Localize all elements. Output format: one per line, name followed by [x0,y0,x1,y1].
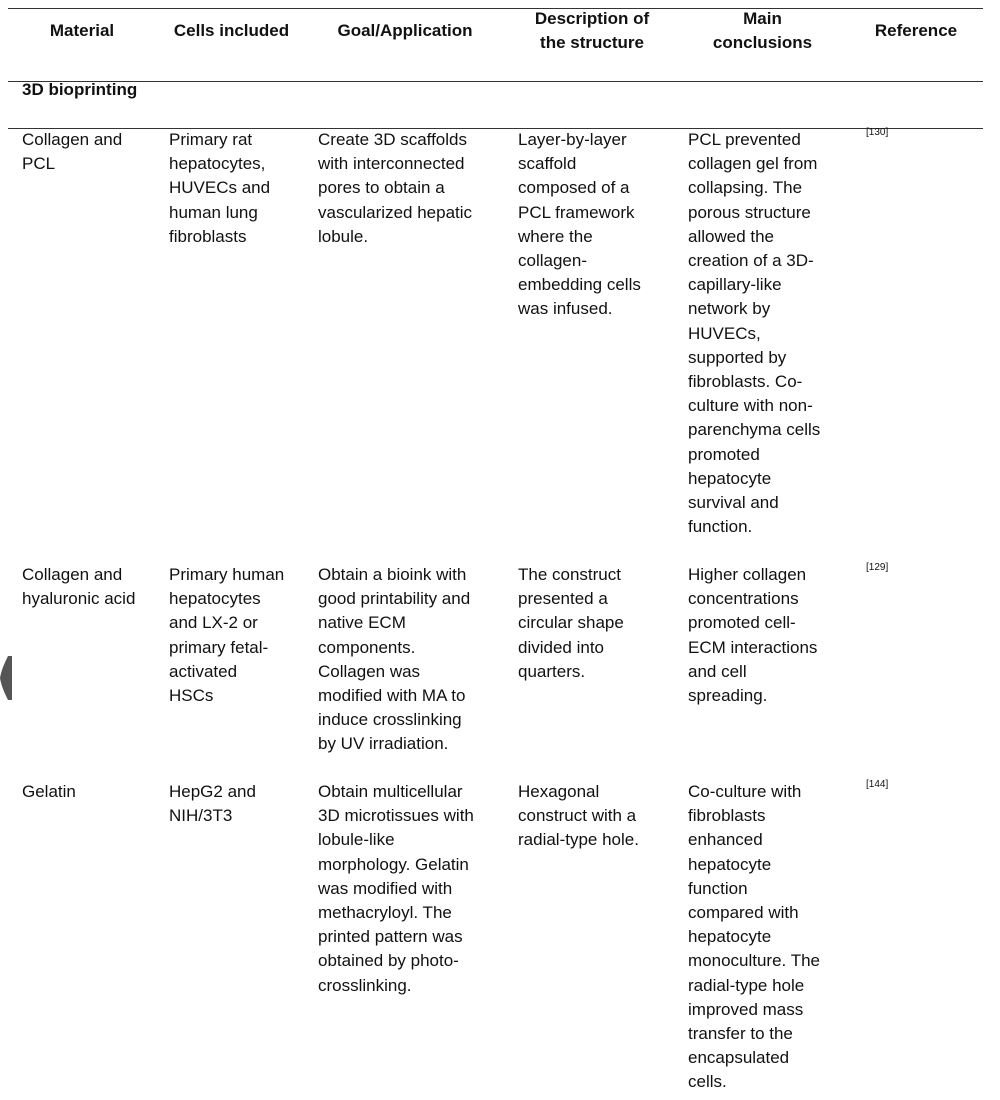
header-reference: Reference [874,21,958,40]
cell-cells-included: HepG2 and NIH/3T3 [169,782,256,826]
cell-description: Hexagonal construct with a radial-type hole. [518,782,639,850]
cell-goal: Create 3D scaffolds with interconnected pores to obtain a vascularized hepatic lobule. [318,130,473,246]
header-main-conclusions: Main conclusions [712,9,813,52]
cell-material: Collagen and hyaluronic acid [22,565,136,609]
cell-reference: [130] [866,127,889,138]
cell-reference: [129] [866,562,889,573]
header-material: Material [49,21,115,40]
cell-description: The construct presented a circular shape divided into quarters. [518,565,624,681]
cell-reference: [144] [866,779,889,790]
cell-material: Gelatin [22,782,76,801]
cell-goal: Obtain a bioink with good printability and native ECM components. Collagen was modified with MA to induce crosslinking by UV irradiation. [318,565,471,754]
cell-material: Collagen and PCL [22,130,123,174]
cell-cells-included: Primary human hepatocytes and LX-2 or primary fetal- activated HSCs [169,565,285,706]
cell-goal: Obtain multicellular 3D microtissues with lobule-like morphology. Gelatin was modified with methacryloyl. The printed pattern was obtained by photo- crosslinking. [318,782,474,995]
cell-conclusions: Higher collagen concentrations promoted cell- ECM interactions and cell spreading. [688,565,818,706]
left-edge-tab-icon [0,656,12,700]
cell-conclusions: Co-culture with fibroblasts enhanced hepatocyte function compared with hepatocyte monoculture. The radial-type hole improved mass transfer to the encapsulated cells. [688,782,820,1092]
section-title: 3D bioprinting [22,80,138,99]
cell-cells-included: Primary rat hepatocytes, HUVECs and human lung fibroblasts [169,130,271,246]
header-description-structure: Description of the structure [534,9,650,52]
header-bottom-rule [8,81,983,82]
cell-conclusions: PCL prevented collagen gel from collapsing. The porous structure allowed the creation of a 3D- capillary-like network by HUVECs, supported by fibroblasts. Co- culture with non- parenchyma cells promoted hepatocyte survival and function. [688,130,821,537]
header-goal-application: Goal/Application [337,21,473,40]
header-cells-included: Cells included [173,21,290,40]
cell-description: Layer-by-layer scaffold composed of a PCL framework where the collagen- embedding cells was infused. [518,130,641,319]
table-top-rule [8,8,983,9]
